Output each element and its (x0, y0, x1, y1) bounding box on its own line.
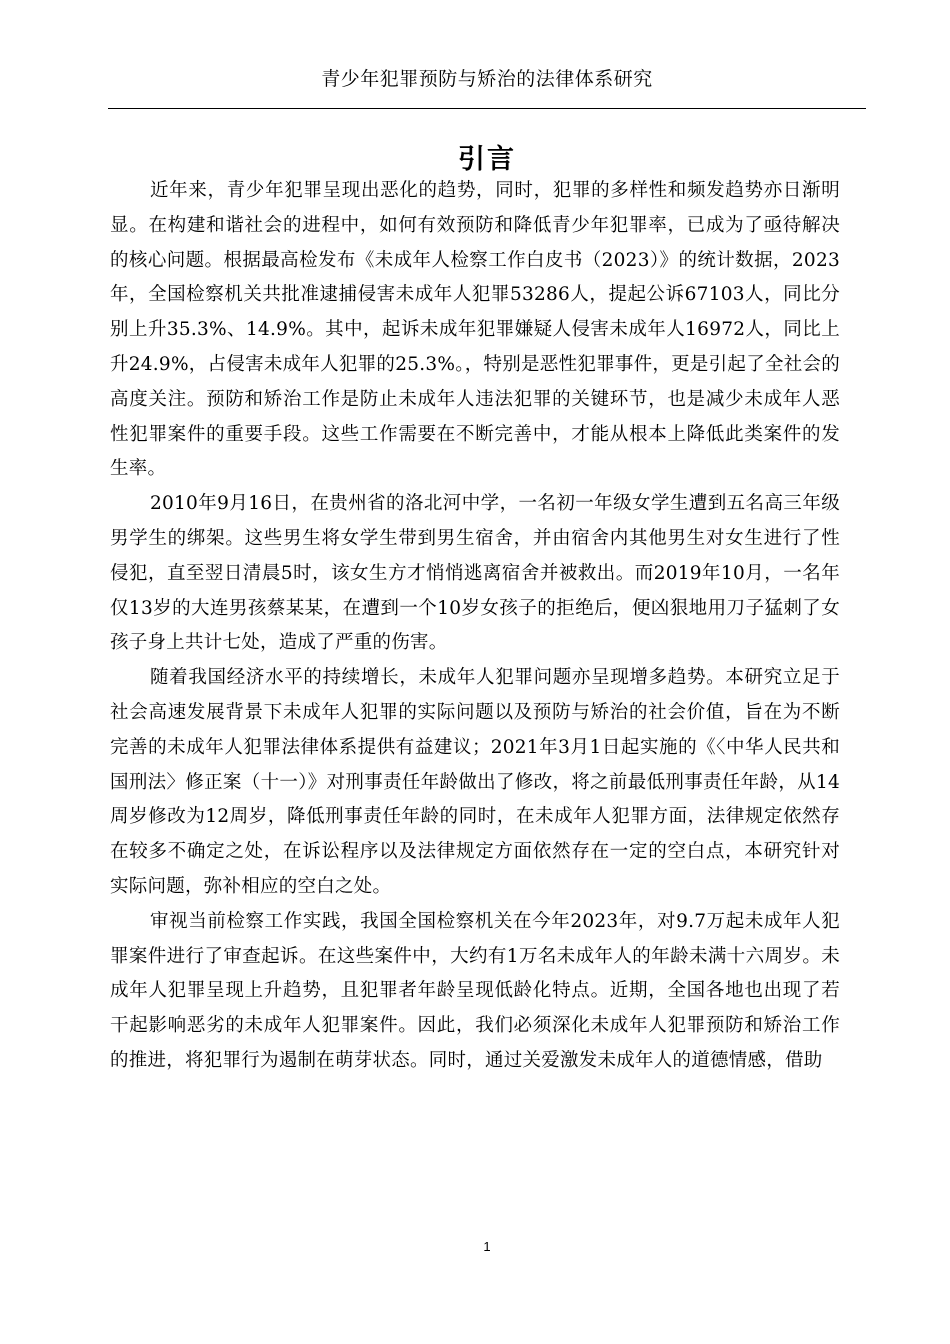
page-number: 1 (483, 1239, 491, 1254)
paragraph-statistics: 近年来，青少年犯罪呈现出恶化的趋势，同时，犯罪的多样性和频发趋势亦日渐明显。在构建和谐社会的进程中，如何有效预防和降低青少年犯罪率，已成为了亟待解决的核心问题。根据最高检发布《未成年人检察工作白皮书（2023）》的统计数据，2023年，全国检察机关共批准逮捕侵害未成年人犯罪53286人，提起公诉67103人，同比分别上升35.3%、14.9%。其中，起诉未成年犯罪嫌疑人侵害未成年人16972人，同比上升24.9%，占侵害未成年人犯罪的25.3%。，特别是恶性犯罪事件，更是引起了全社会的高度关注。预防和矫治工作是防止未成年人违法犯罪的关键环节，也是减少未成年人恶性犯罪案件的重要手段。这些工作需要在不断完善中，才能从根本上降低此类案件的发生率。 (110, 180, 840, 480)
header-rule (108, 108, 866, 109)
body-text (110, 174, 840, 1079)
section-title: 引言 (458, 144, 516, 175)
paragraph-procuratorial-practice: 审视当前检察工作实践，我国全国检察机关在今年2023年，对9.7万起未成年人犯罪案件进行了审查起诉。在这些案件中，大约有1万名未成年人的年龄未满十六周岁。未成年人犯罪呈现上升趋势，且犯罪者年龄呈现低龄化特点。近期，全国各地也出现了若干起影响恶劣的未成年人犯罪案件。因此，我们必须深化未成年人犯罪预防和矫治工作的推进，将犯罪行为遏制在萌芽状态。同时，通过关爱激发未成年人的道德情感，借助 (110, 910, 840, 1071)
paragraph-research-purpose: 随着我国经济水平的持续增长，未成年人犯罪问题亦呈现增多趋势。本研究立足于社会高速发展背景下未成年人犯罪的实际问题以及预防与矫治的社会价值，旨在为不断完善的未成年人犯罪法律体系提供有益建议；2021年3月1日起实施的《〈中华人民共和国刑法〉修正案（十一）》对刑事责任年龄做出了修改，将之前最低刑事责任年龄，从14周岁修改为12周岁，降低刑事责任年龄的同时，在未成年人犯罪方面，法律规定依然存在较多不确定之处，在诉讼程序以及法律规定方面依然存在一定的空白点，本研究针对实际问题，弥补相应的空白之处。 (110, 667, 840, 897)
paragraph-case-examples: 2010年9月16日，在贵州省的洛北河中学，一名初一年级女学生遭到五名高三年级男学生的绑架。这些男生将女学生带到男生宿舍，并由宿舍内其他男生对女生进行了性侵犯，直至翌日清晨5时，该女生方才悄悄逃离宿舍并被救出。而2019年10月，一名年仅13岁的大连男孩蔡某某，在遭到一个10岁女孩子的拒绝后，便凶狠地用刀子猛刺了女孩子身上共计七处，造成了严重的伤害。 (110, 493, 840, 654)
running-header: 青少年犯罪预防与矫治的法律体系研究 (321, 68, 653, 90)
